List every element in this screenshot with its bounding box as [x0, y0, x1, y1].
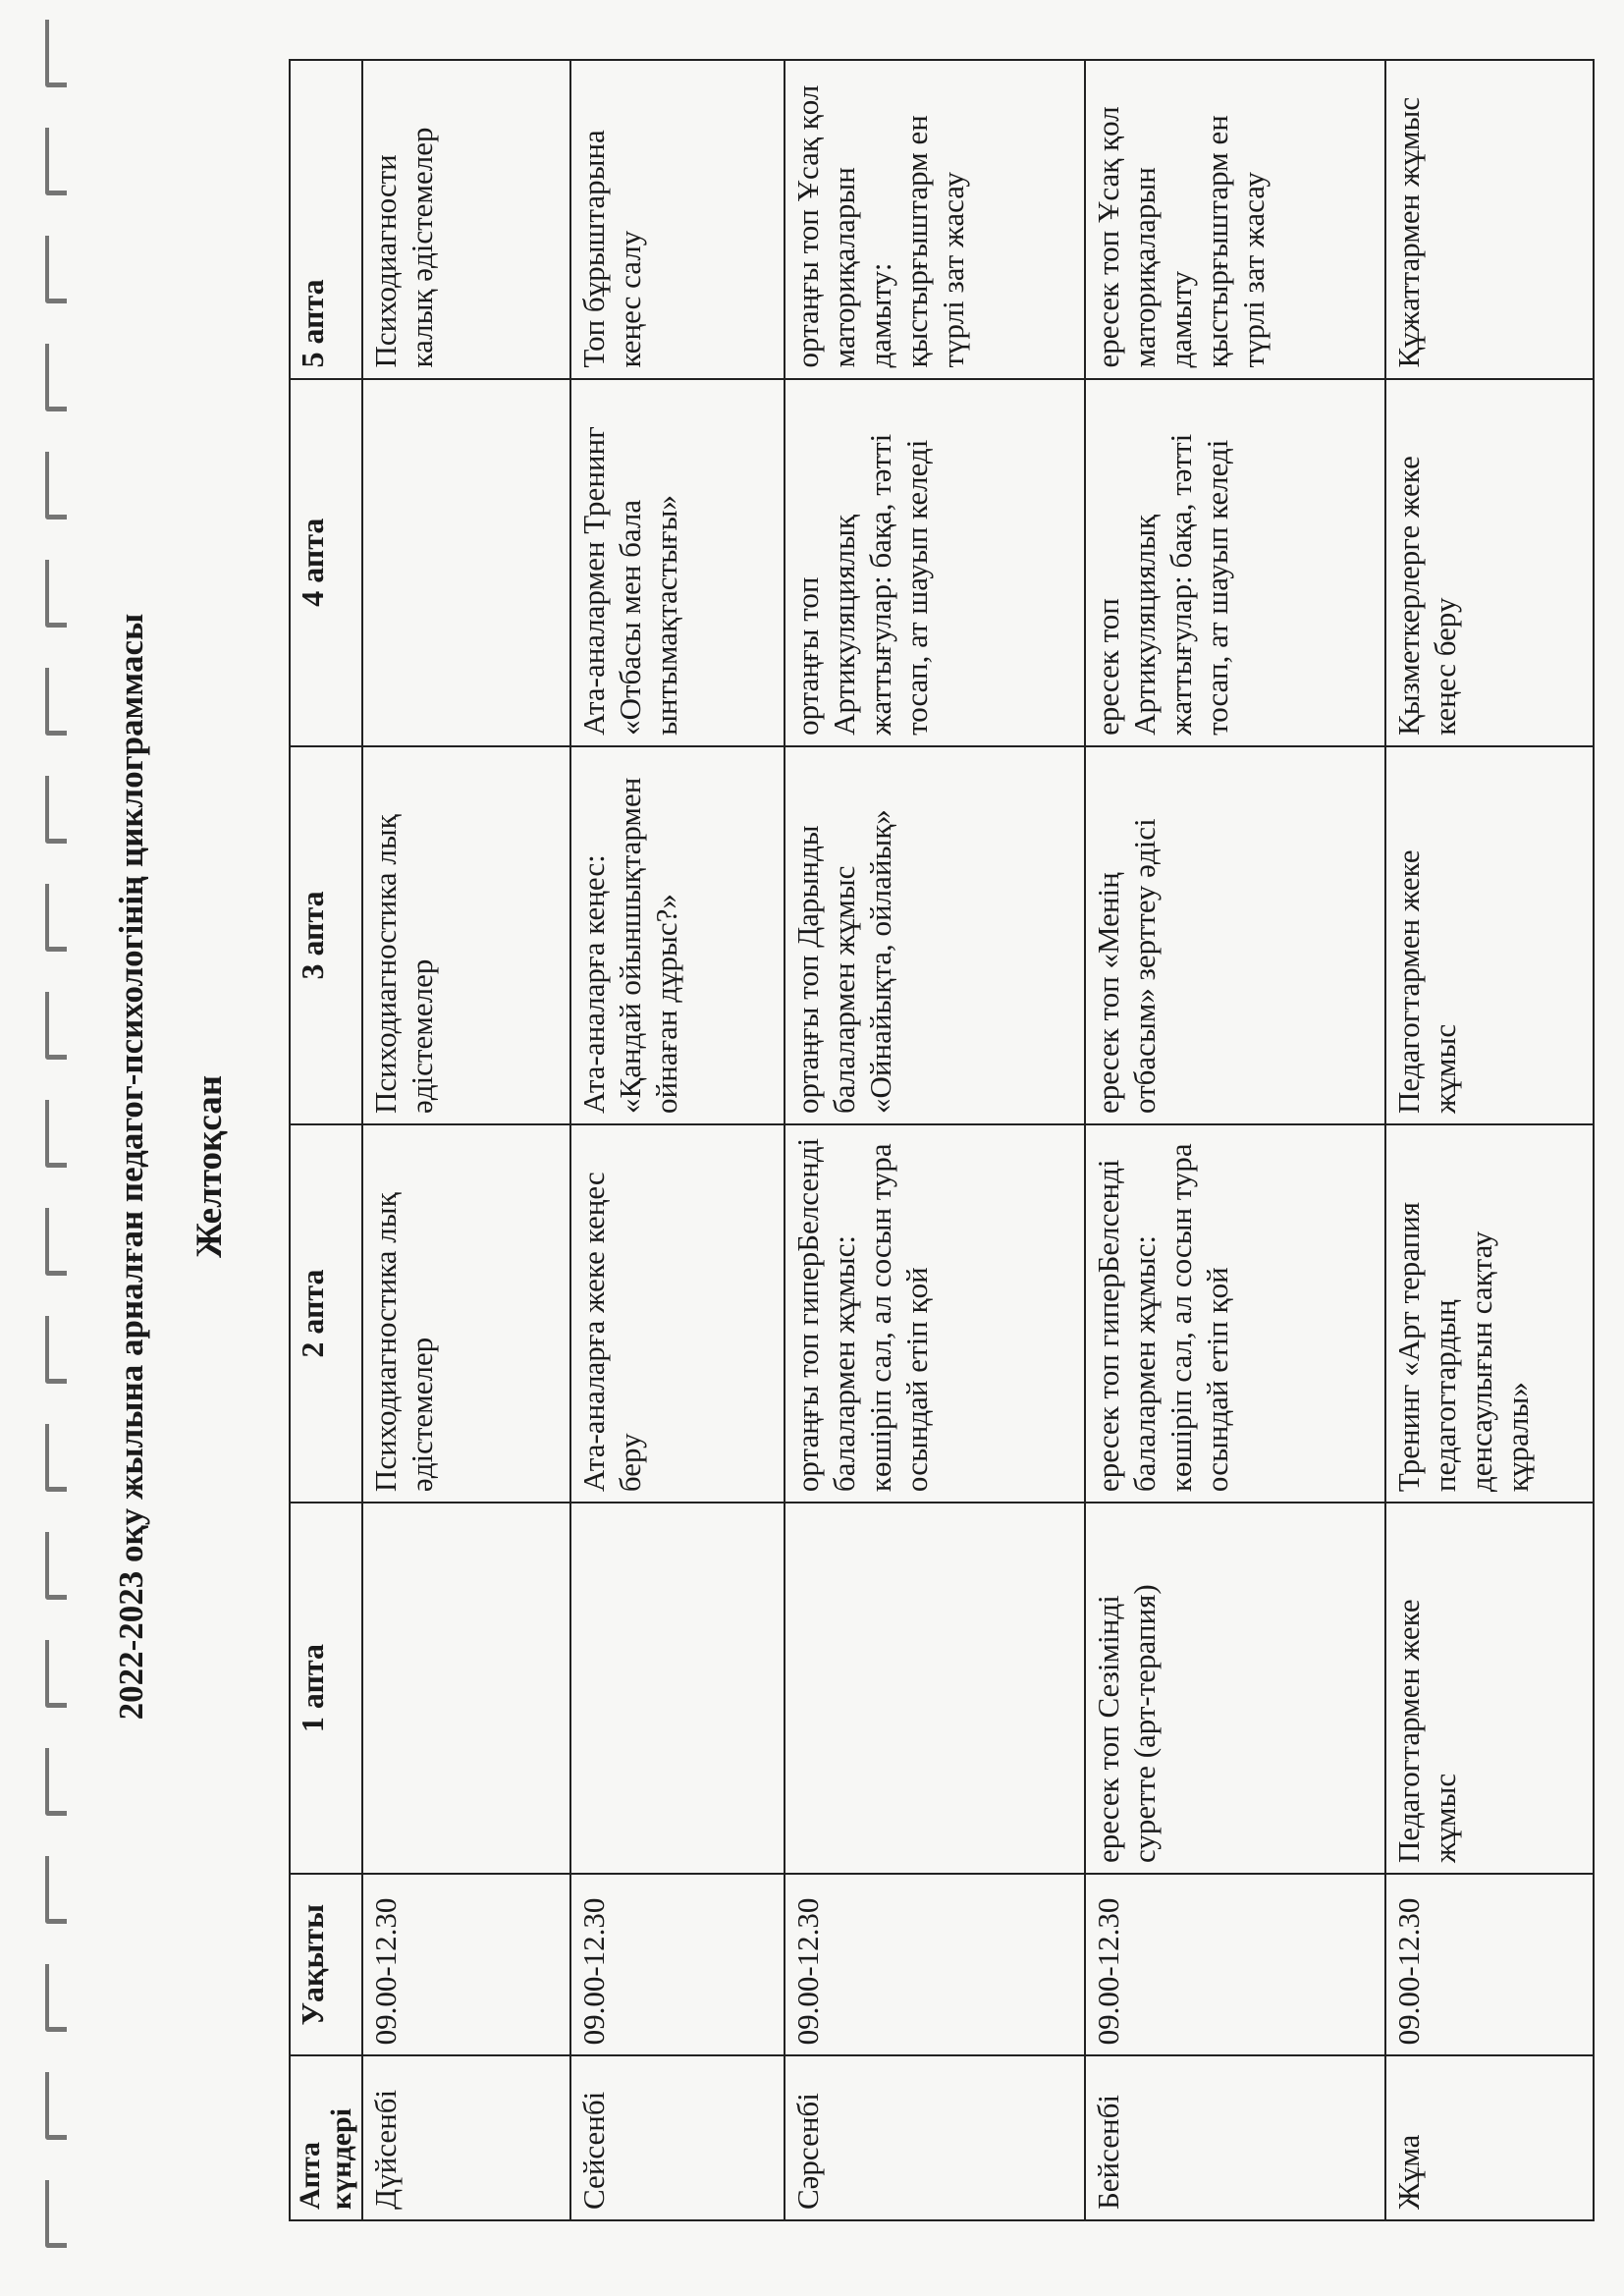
header-week-4: 4 апта [290, 379, 362, 746]
document-title: 2022-2023 оқу жылына арналған педагог-психологінің циклограммасы [112, 613, 150, 1721]
cell-time: 09.00-12.30 [570, 1874, 785, 2055]
cell-day: Дүйсенбі [362, 2055, 570, 2220]
cell-week-5: Топ бұрыштарына кеңес салу [570, 60, 785, 379]
cell-week-1 [785, 1503, 1085, 1874]
cell-week-4: ортаңғы топ Артикуляциялық жаттығулар: бақа, тәтті тосап, ат шауып келеді [785, 379, 1085, 746]
header-days: Апта күндері [290, 2055, 362, 2220]
table-row [1385, 60, 1594, 2220]
cell-week-3: ортаңғы топ Дарынды балалармен жұмыс «Ойнайықта, ойлайық» [785, 746, 1085, 1124]
binding-holes [39, 0, 79, 2296]
cell-week-5: ересек топ Ұсақ қол маториқаларын дамыту қыстырғыштарм ен түрлі зат жасау [1085, 60, 1385, 379]
cell-week-3: Психодиагностика лық әдістемелер [362, 746, 570, 1124]
month-heading: Желтоқсан [189, 1074, 230, 1259]
rotated-page-content [110, 67, 1536, 2267]
cell-week-2: ересек топ гиперБелсенді балалармен жұмыс: көшіріп сал, ал сосын тура осындай етіп қой [1085, 1124, 1385, 1503]
header-row [290, 60, 362, 2220]
cell-week-5: Құжаттармен жұмыс [1385, 60, 1594, 379]
cell-time: 09.00-12.30 [362, 1874, 570, 2055]
cell-day: Сейсенбі [570, 2055, 785, 2220]
header-week-2: 2 апта [290, 1124, 362, 1503]
cell-week-3: ересек топ «Менің отбасым» зерттеу әдісі [1085, 746, 1385, 1124]
cell-week-1: Педагогтармен жеке жұмыс [1385, 1503, 1594, 1874]
header-week-5: 5 апта [290, 60, 362, 379]
cell-day: Бейсенбі [1085, 2055, 1385, 2220]
cell-week-1: ересек топ Сезімінді суретте (арт-терапия) [1085, 1503, 1385, 1874]
cell-week-2: Тренинг «Арт терапия педагогтардың денсаулығын сақтау құралы» [1385, 1124, 1594, 1503]
schedule-table [289, 59, 1595, 2221]
cell-day: Жұма [1385, 2055, 1594, 2220]
cell-week-5: ортаңғы топ Ұсақ қол маториқаларын дамыту: қыстырғыштарм ен түрлі зат жасау [785, 60, 1085, 379]
cell-week-2: ортаңғы топ гиперБелсенді балалармен жұмыс: көшіріп сал, ал сосын тура осындай етіп қой [785, 1124, 1085, 1503]
cell-week-4 [362, 379, 570, 746]
cell-week-2: Психодиагностика лық әдістемелер [362, 1124, 570, 1503]
cell-week-2: Ата-аналарға жеке кеңес беру [570, 1124, 785, 1503]
table-row [785, 60, 1085, 2220]
header-week-3: 3 апта [290, 746, 362, 1124]
cell-week-3: Педагогтармен жеке жұмыс [1385, 746, 1594, 1124]
cell-time: 09.00-12.30 [1085, 1874, 1385, 2055]
cell-week-1 [362, 1503, 570, 1874]
cell-week-4: Қызметкерлерге жеке кеңес беру [1385, 379, 1594, 746]
header-time: Уақыты [290, 1874, 362, 2055]
header-week-1: 1 апта [290, 1503, 362, 1874]
table-row [362, 60, 570, 2220]
cell-time: 09.00-12.30 [1385, 1874, 1594, 2055]
cell-week-3: Ата-аналарға кеңес: «Қандай ойыншықтармен ойнаған дұрыс?» [570, 746, 785, 1124]
cell-week-4: Ата-аналармен Тренинг «Отбасы мен бала ынтымақтастығы» [570, 379, 785, 746]
table-row [570, 60, 785, 2220]
cell-week-4: ересек топ Артикуляциялық жаттығулар: бақа, тәтті тосап, ат шауып келеді [1085, 379, 1385, 746]
cell-time: 09.00-12.30 [785, 1874, 1085, 2055]
table-row [1085, 60, 1385, 2220]
cell-day: Сәрсенбі [785, 2055, 1085, 2220]
cell-week-1 [570, 1503, 785, 1874]
cell-week-5: Психодиагности калық әдістемелер [362, 60, 570, 379]
